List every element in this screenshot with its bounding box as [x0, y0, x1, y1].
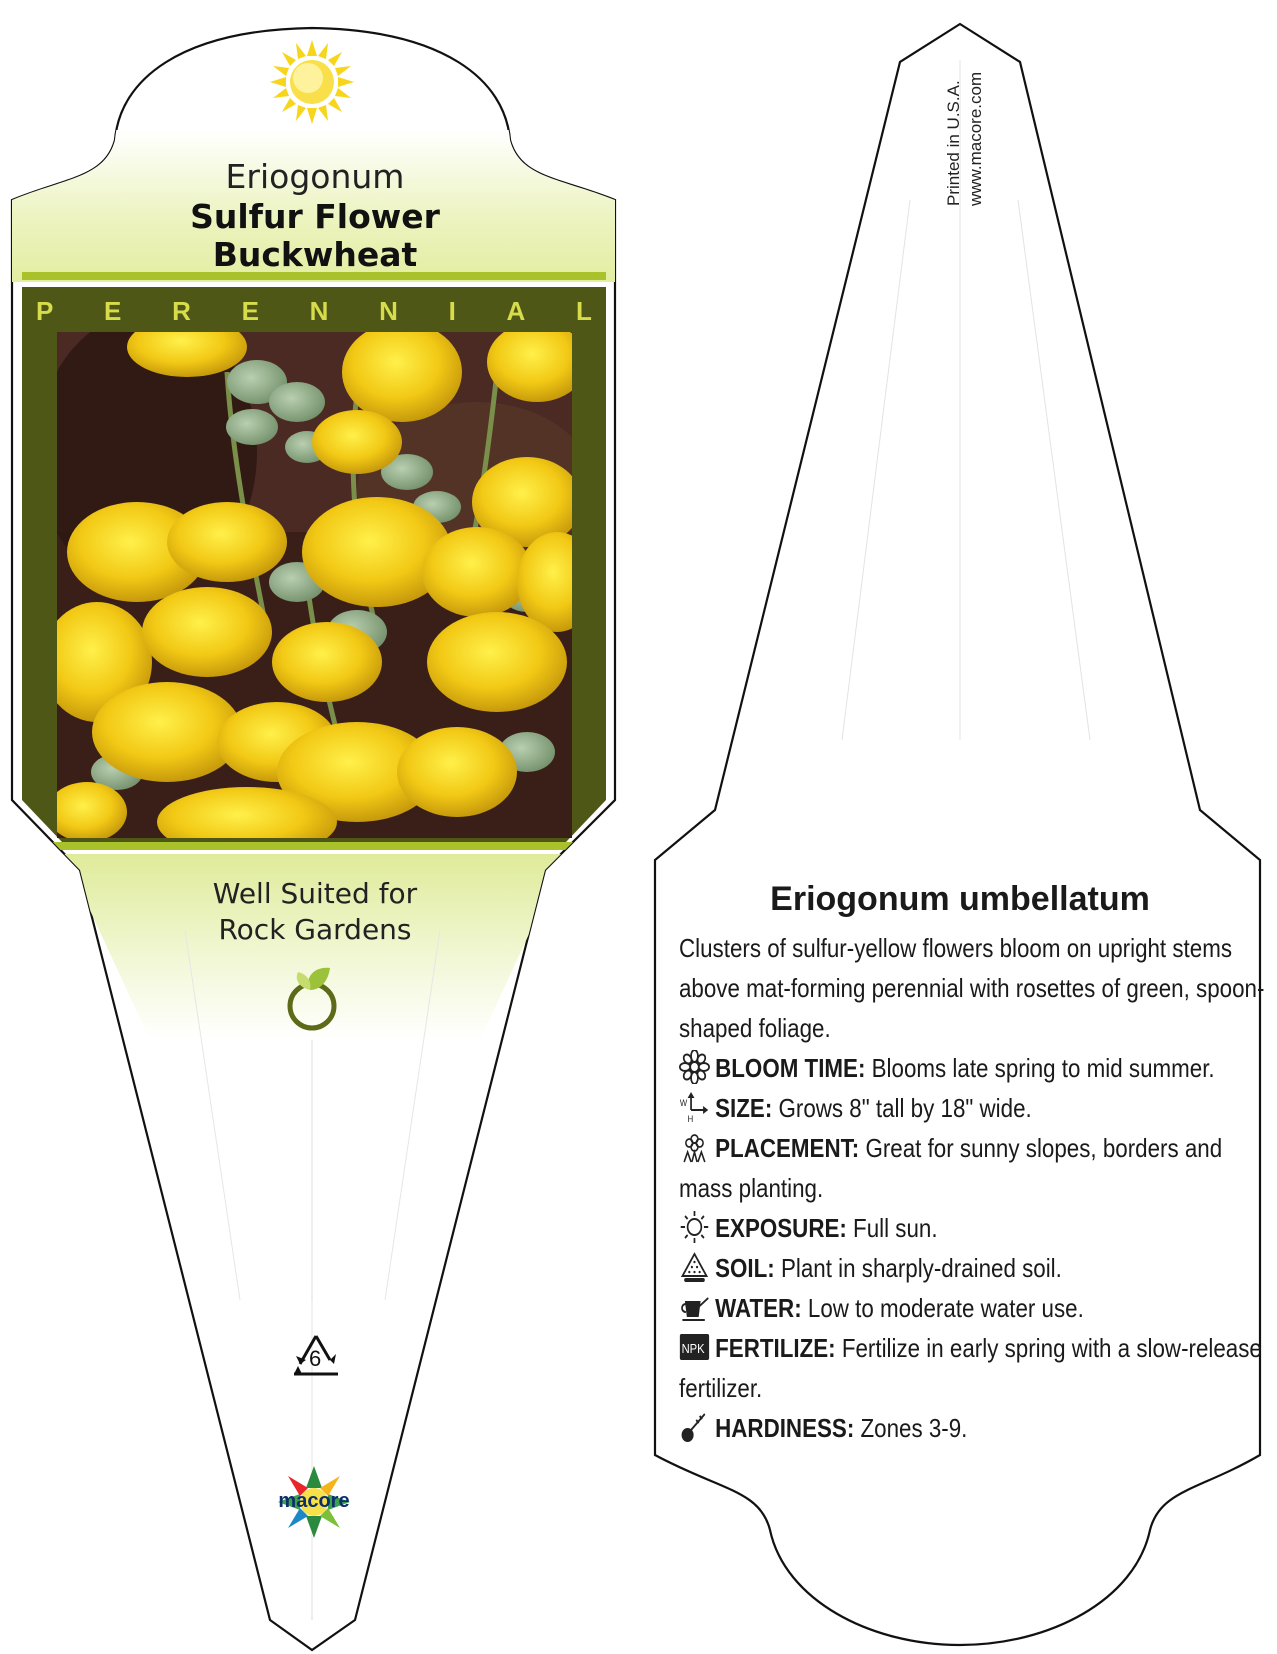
npk-icon-text: NPK: [681, 1341, 705, 1357]
feature-callout: [140, 876, 490, 948]
care-text: Fertilize in early spring with a slow-release fertilizer.: [679, 1333, 1262, 1403]
category-letter: N: [309, 295, 329, 326]
care-size: [679, 1088, 1272, 1128]
care-text: Low to moderate water use.: [807, 1293, 1084, 1323]
care-label: BLOOM TIME:: [715, 1053, 866, 1083]
category-letter: P: [36, 295, 54, 326]
seed-leaf-icon: [282, 960, 342, 1032]
printer-credit: [944, 56, 1014, 226]
common-name-line2: Buckwheat: [212, 235, 418, 274]
category-letter: A: [506, 295, 526, 326]
flower-icon: [679, 1050, 710, 1084]
care-placement: [679, 1128, 1272, 1208]
care-text: Grows 8" tall by 18" wide.: [778, 1093, 1032, 1123]
category-bar: [22, 296, 606, 326]
recycle-icon: [286, 1332, 346, 1382]
category-letter: E: [241, 295, 259, 326]
brand-logo: [268, 1462, 360, 1542]
sun-icon: [270, 40, 354, 124]
soil-icon: [679, 1250, 710, 1284]
npk-icon: [679, 1330, 710, 1364]
care-text: Full sun.: [853, 1213, 938, 1243]
website: www.macore.com: [966, 71, 985, 206]
care-label: FERTILIZE:: [715, 1333, 836, 1363]
care-info: [679, 928, 1272, 1448]
svg-text:H: H: [687, 1113, 694, 1124]
care-hardiness: [679, 1408, 1272, 1448]
care-fertilize: [679, 1328, 1272, 1408]
category-letter: E: [104, 295, 122, 326]
botanical-name: Eriogonum umbellatum: [770, 880, 1150, 918]
care-label: SIZE:: [715, 1093, 773, 1123]
care-label: HARDINESS:: [715, 1413, 855, 1443]
brand-name: macore: [278, 1490, 350, 1512]
care-text: Zones 3-9.: [860, 1413, 968, 1443]
care-label: EXPOSURE:: [715, 1213, 847, 1243]
care-text: Plant in sharply-drained soil.: [780, 1253, 1062, 1283]
category-letter: R: [172, 295, 191, 326]
genus-title: Eriogonum: [225, 157, 405, 196]
care-water: [679, 1288, 1272, 1328]
watering-can-icon: [679, 1290, 710, 1324]
size-icon: [679, 1090, 710, 1124]
recycle-number: 6: [309, 1346, 322, 1371]
care-soil: [679, 1248, 1272, 1288]
care-label: PLACEMENT:: [715, 1133, 860, 1163]
care-text: Blooms late spring to mid summer.: [871, 1053, 1215, 1083]
care-bloom-time: [679, 1048, 1272, 1088]
placement-icon: [679, 1130, 710, 1164]
sun-icon: [679, 1210, 710, 1244]
svg-text:W: W: [679, 1097, 688, 1109]
care-text: Great for sunny slopes, borders and mass planting.: [679, 1133, 1223, 1203]
category-letter: I: [448, 295, 456, 326]
care-label: WATER:: [715, 1293, 802, 1323]
category-letter: N: [379, 295, 398, 326]
printed-in: Printed in U.S.A.: [944, 80, 963, 206]
care-label: SOIL:: [715, 1253, 775, 1283]
plant-photo: [57, 332, 572, 838]
feature-line2: Rock Gardens: [218, 913, 412, 946]
feature-line1: Well Suited for: [212, 877, 418, 910]
care-exposure: [679, 1208, 1272, 1248]
common-name: [120, 198, 510, 274]
category-letter: L: [576, 295, 592, 326]
plant-description: Clusters of sulfur-yellow flowers bloom on upright stems above mat-forming perennial with rosettes of green, spoon-shaped foliage.: [679, 933, 1265, 1043]
thermometer-icon: [679, 1410, 710, 1444]
common-name-line1: Sulfur Flower: [190, 197, 440, 236]
